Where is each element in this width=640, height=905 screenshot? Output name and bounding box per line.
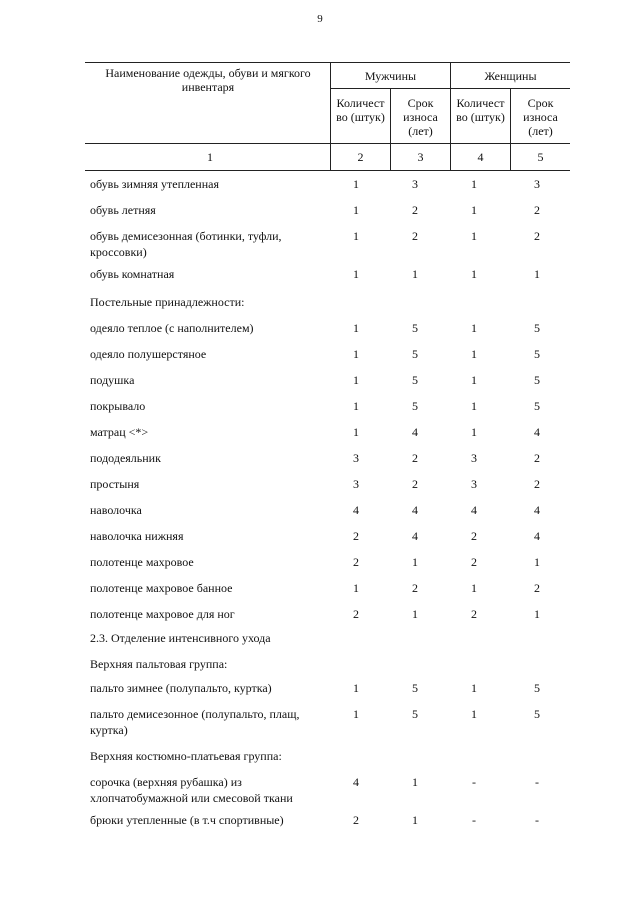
header-women-term: Срок износа (лет) bbox=[523, 96, 558, 138]
women-term-cell: - bbox=[535, 775, 539, 789]
women-term-cell: 5 bbox=[534, 321, 540, 335]
women-term-cell: 1 bbox=[534, 267, 540, 281]
col-number-4: 4 bbox=[477, 150, 484, 164]
women-term-cell: 5 bbox=[534, 347, 540, 361]
women-term-cell: 2 bbox=[534, 477, 540, 491]
men-term-cell: 5 bbox=[412, 347, 418, 361]
men-qty-cell: 1 bbox=[353, 203, 359, 217]
section-heading: Верхняя пальтовая группа: bbox=[90, 657, 228, 671]
men-qty-cell: 2 bbox=[353, 607, 359, 621]
women-term-cell: 1 bbox=[534, 555, 540, 569]
women-qty-cell: 1 bbox=[471, 373, 477, 387]
men-term-cell: 5 bbox=[412, 399, 418, 413]
women-term-cell: 4 bbox=[534, 503, 540, 517]
women-term-cell: 2 bbox=[534, 203, 540, 217]
men-term-cell: 4 bbox=[412, 529, 418, 543]
women-term-cell: 4 bbox=[534, 425, 540, 439]
men-qty-cell: 1 bbox=[353, 347, 359, 361]
women-qty-cell: 1 bbox=[471, 267, 477, 281]
women-qty-cell: 3 bbox=[471, 451, 477, 465]
header-top-rule bbox=[85, 62, 570, 63]
col-number-3: 3 bbox=[417, 150, 424, 164]
item-name: обувь демисезонная (ботинки, туфли, кроссовки) bbox=[90, 229, 282, 259]
men-qty-cell: 1 bbox=[353, 177, 359, 191]
item-name: простыня bbox=[90, 477, 140, 491]
col-number-2: 2 bbox=[357, 150, 364, 164]
men-qty-cell: 1 bbox=[353, 681, 359, 695]
women-term-cell: 2 bbox=[534, 229, 540, 243]
women-qty-cell: 2 bbox=[471, 555, 477, 569]
section-heading: 2.3. Отделение интенсивного ухода bbox=[90, 631, 271, 645]
women-term-cell: 5 bbox=[534, 373, 540, 387]
women-term-cell: 2 bbox=[534, 581, 540, 595]
women-qty-cell: 1 bbox=[471, 707, 477, 721]
men-term-cell: 4 bbox=[412, 425, 418, 439]
men-qty-cell: 4 bbox=[353, 503, 359, 517]
men-term-cell: 5 bbox=[412, 373, 418, 387]
men-term-cell: 5 bbox=[412, 321, 418, 335]
women-term-cell: - bbox=[535, 813, 539, 827]
men-term-cell: 5 bbox=[412, 681, 418, 695]
men-qty-cell: 2 bbox=[353, 813, 359, 827]
men-term-cell: 2 bbox=[412, 451, 418, 465]
women-qty-cell: - bbox=[472, 775, 476, 789]
women-qty-cell: 1 bbox=[471, 347, 477, 361]
men-term-cell: 2 bbox=[412, 203, 418, 217]
item-name: подушка bbox=[90, 373, 135, 387]
men-term-cell: 1 bbox=[412, 267, 418, 281]
header-men-qty: Количест во (штук) bbox=[336, 96, 385, 124]
item-name: наволочка bbox=[90, 503, 142, 517]
men-qty-cell: 1 bbox=[353, 707, 359, 721]
item-name: наволочка нижняя bbox=[90, 529, 184, 543]
women-qty-cell: 1 bbox=[471, 399, 477, 413]
men-qty-cell: 3 bbox=[353, 477, 359, 491]
women-qty-cell: - bbox=[472, 813, 476, 827]
men-qty-cell: 1 bbox=[353, 399, 359, 413]
item-name: одеяло теплое (с наполнителем) bbox=[90, 321, 254, 335]
men-term-cell: 3 bbox=[412, 177, 418, 191]
men-term-cell: 4 bbox=[412, 503, 418, 517]
col-number-5: 5 bbox=[537, 150, 544, 164]
item-name: матрац <*> bbox=[90, 425, 149, 439]
header-bottom-rule bbox=[85, 170, 570, 171]
women-qty-cell: 1 bbox=[471, 581, 477, 595]
header-women: Женщины bbox=[484, 69, 537, 83]
men-qty-cell: 2 bbox=[353, 555, 359, 569]
page-number: 9 bbox=[317, 13, 323, 25]
item-name: пальто зимнее (полупальто, куртка) bbox=[90, 681, 272, 695]
item-name: обувь комнатная bbox=[90, 267, 175, 281]
women-term-cell: 1 bbox=[534, 607, 540, 621]
header-women-qty: Количест во (штук) bbox=[456, 96, 505, 124]
section-heading: Верхняя костюмно-платьевая группа: bbox=[90, 749, 282, 763]
women-term-cell: 5 bbox=[534, 399, 540, 413]
women-qty-cell: 2 bbox=[471, 607, 477, 621]
women-qty-cell: 1 bbox=[471, 681, 477, 695]
men-term-cell: 1 bbox=[412, 813, 418, 827]
men-qty-cell: 2 bbox=[353, 529, 359, 543]
header-men: Мужчины bbox=[364, 69, 417, 83]
item-name: полотенце махровое банное bbox=[90, 581, 233, 595]
men-qty-cell: 1 bbox=[353, 425, 359, 439]
header-vline-4 bbox=[510, 88, 511, 170]
section-heading: Постельные принадлежности: bbox=[90, 295, 245, 309]
women-term-cell: 5 bbox=[534, 681, 540, 695]
women-qty-cell: 3 bbox=[471, 477, 477, 491]
header-men-term: Срок износа (лет) bbox=[403, 96, 438, 138]
men-qty-cell: 1 bbox=[353, 267, 359, 281]
women-qty-cell: 1 bbox=[471, 321, 477, 335]
item-name: обувь зимняя утепленная bbox=[90, 177, 219, 191]
men-qty-cell: 1 bbox=[353, 229, 359, 243]
men-qty-cell: 1 bbox=[353, 321, 359, 335]
men-term-cell: 2 bbox=[412, 581, 418, 595]
men-term-cell: 1 bbox=[412, 607, 418, 621]
women-term-cell: 2 bbox=[534, 451, 540, 465]
item-name: брюки утепленные (в т.ч спортивные) bbox=[90, 813, 284, 827]
col-number-1: 1 bbox=[207, 150, 213, 164]
item-name: полотенце махровое для ног bbox=[90, 607, 235, 621]
item-name: пальто демисезонное (полупальто, плащ, куртка) bbox=[90, 707, 300, 737]
women-qty-cell: 4 bbox=[471, 503, 477, 517]
men-qty-cell: 1 bbox=[353, 373, 359, 387]
women-qty-cell: 2 bbox=[471, 529, 477, 543]
men-qty-cell: 1 bbox=[353, 581, 359, 595]
women-term-cell: 4 bbox=[534, 529, 540, 543]
women-term-cell: 5 bbox=[534, 707, 540, 721]
men-term-cell: 1 bbox=[412, 775, 418, 789]
men-qty-cell: 4 bbox=[353, 775, 359, 789]
item-name: одеяло полушерстяное bbox=[90, 347, 207, 361]
women-qty-cell: 1 bbox=[471, 425, 477, 439]
header-vline-2 bbox=[390, 88, 391, 170]
men-term-cell: 1 bbox=[412, 555, 418, 569]
women-qty-cell: 1 bbox=[471, 229, 477, 243]
men-term-cell: 2 bbox=[412, 229, 418, 243]
item-name: полотенце махровое bbox=[90, 555, 194, 569]
men-term-cell: 5 bbox=[412, 707, 418, 721]
item-name: обувь летняя bbox=[90, 203, 156, 217]
item-name: сорочка (верхняя рубашка) из хлопчатобумажной или смесовой ткани bbox=[90, 775, 293, 805]
women-qty-cell: 1 bbox=[471, 203, 477, 217]
item-name: покрывало bbox=[90, 399, 146, 413]
item-name: пододеяльник bbox=[90, 451, 161, 465]
women-qty-cell: 1 bbox=[471, 177, 477, 191]
men-term-cell: 2 bbox=[412, 477, 418, 491]
women-term-cell: 3 bbox=[534, 177, 540, 191]
men-qty-cell: 3 bbox=[353, 451, 359, 465]
header-name-column: Наименование одежды, обуви и мягкого инвентаря bbox=[105, 66, 311, 94]
header-mid-rule bbox=[85, 143, 570, 144]
